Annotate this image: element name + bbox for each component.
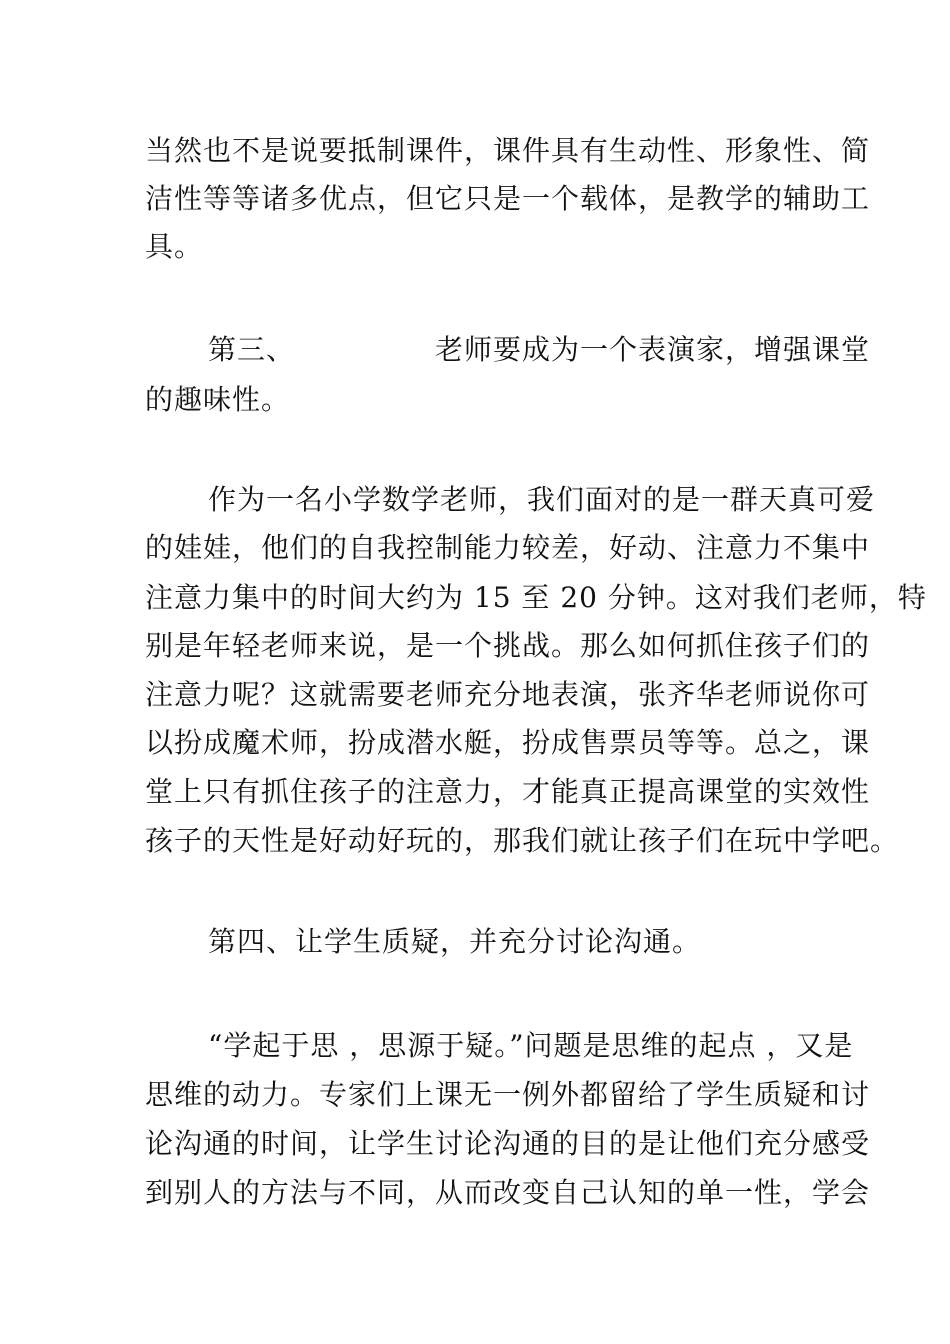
paragraph-2-line-2: 的娃娃，他们的自我控制能力较差，好动、注意力不集中 (145, 531, 871, 564)
paragraph-3-line-1: “学起于思 ，思源于疑。”问题是思维的起点 ，又是 (208, 1029, 854, 1062)
paragraph-2-line-7: 堂上只有抓住孩子的注意力，才能真正提高课堂的实效性 (145, 775, 871, 808)
paragraph-2-line-3: 注意力集中的时间大约为 15 至 20 分钟。这对我们老师，特 (145, 581, 927, 614)
section-3-label: 第三、 (208, 333, 296, 366)
paragraph-2-line-6: 以扮成魔术师，扮成潜水艇，扮成售票员等等。总之，课 (145, 726, 871, 759)
paragraph-2-line-5: 注意力呢？这就需要老师充分地表演，张齐华老师说你可 (145, 678, 871, 711)
section-3-heading (208, 330, 871, 370)
paragraph-3-line-3: 论沟通的时间，让学生讨论沟通的目的是让他们充分感受 (145, 1127, 871, 1160)
paragraph-2-line-1: 作为一名小学数学老师，我们面对的是一群天真可爱 (208, 483, 876, 516)
section-3-heading-continuation: 的趣味性。 (145, 383, 291, 416)
section-4-heading: 第四、让学生质疑，并充分讨论沟通。 (208, 925, 702, 958)
paragraph-1-line-3: 具。 (145, 230, 204, 263)
paragraph-2-line-4: 别是年轻老师来说，是一个挑战。那么如何抓住孩子们的 (145, 629, 871, 662)
section-3-title: 老师要成为一个表演家，增强课堂 (435, 333, 871, 366)
paragraph-1-line-1: 当然也不是说要抵制课件，课件具有生动性、形象性、简 (145, 134, 871, 167)
paragraph-2-line-8: 孩子的天性是好动好玩的，那我们就让孩子们在玩中学吧。 (145, 824, 900, 857)
paragraph-3-line-4: 到别人的方法与不同，从而改变自己认知的单一性，学会 (145, 1176, 871, 1209)
paragraph-1-line-2: 洁性等等诸多优点，但它只是一个载体，是教学的辅助工 (145, 182, 871, 215)
paragraph-3-line-2: 思维的动力。专家们上课无一例外都留给了学生质疑和讨 (145, 1078, 871, 1111)
